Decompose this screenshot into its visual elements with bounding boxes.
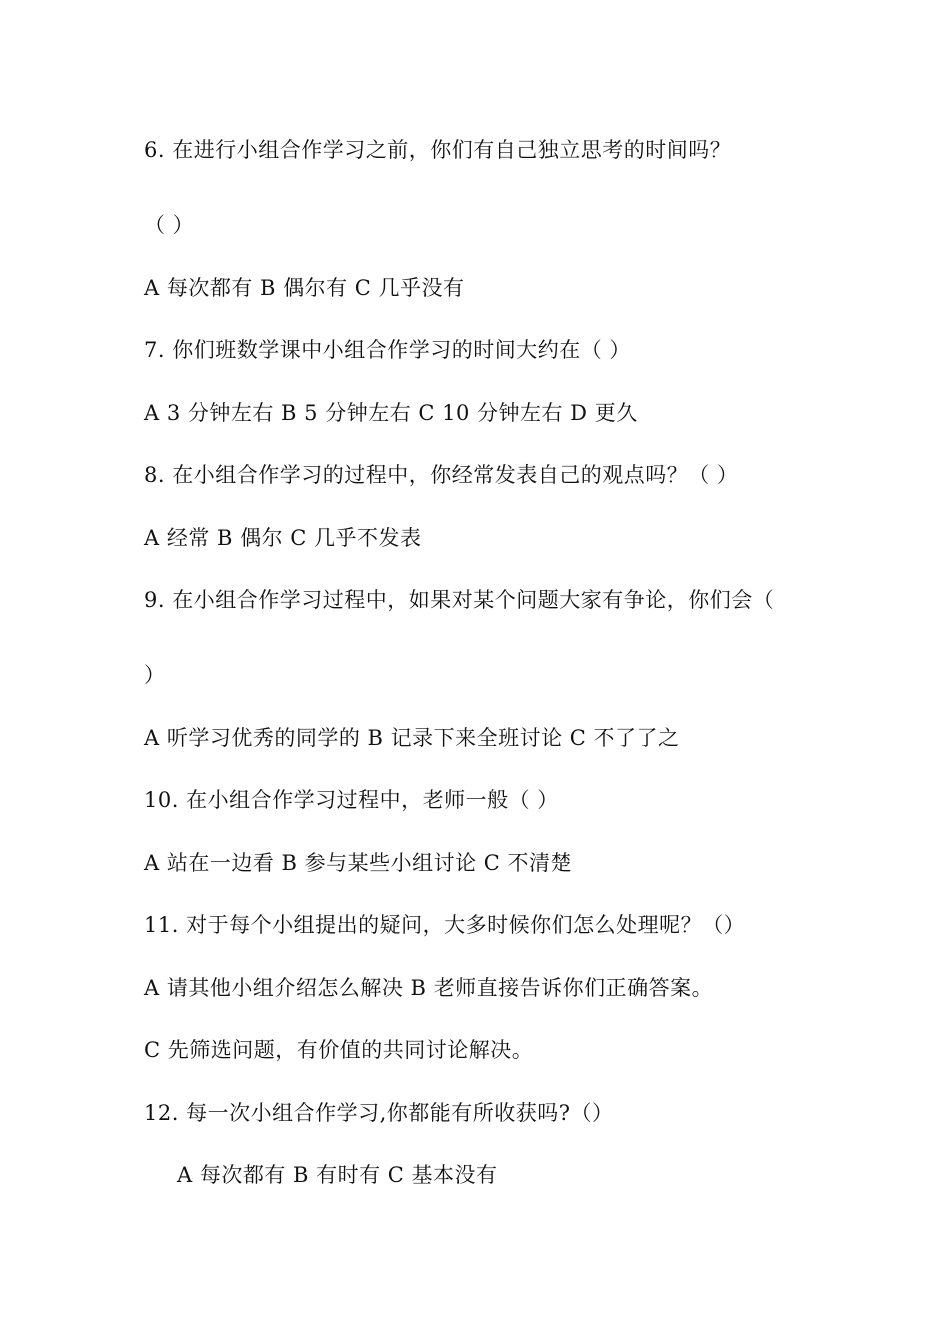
question-11: 11. 对于每个小组提出的疑问，大多时候你们怎么处理呢？（） xyxy=(144,913,746,937)
question-12-options: A 每次都有 B 有时有 C 基本没有 xyxy=(177,1163,498,1187)
question-6: 6. 在进行小组合作学习之前，你们有自己独立思考的时间吗？ xyxy=(144,138,732,162)
question-9-options: A 听学习优秀的同学的 B 记录下来全班讨论 C 不了了之 xyxy=(144,726,680,750)
question-9-blank: ） xyxy=(144,663,166,687)
question-8-options: A 经常 B 偶尔 C 几乎不发表 xyxy=(144,526,422,550)
question-6-options: A 每次都有 B 偶尔有 C 几乎没有 xyxy=(144,276,465,300)
question-8: 8. 在小组合作学习的过程中，你经常发表自己的观点吗？（ ） xyxy=(144,463,739,487)
question-10: 10. 在小组合作学习过程中，老师一般（ ） xyxy=(144,788,559,812)
question-11-options-ab: A 请其他小组介绍怎么解决 B 老师直接告诉你们正确答案。 xyxy=(144,976,714,1000)
question-12: 12. 每一次小组合作学习,你都能有所收获吗?（） xyxy=(144,1101,614,1125)
question-9: 9. 在小组合作学习过程中，如果对某个问题大家有争论，你们会（ xyxy=(144,588,775,612)
question-10-options: A 站在一边看 B 参与某些小组讨论 C 不清楚 xyxy=(144,851,573,875)
question-11-options-c: C 先筛选问题，有价值的共同讨论解决。 xyxy=(144,1038,534,1062)
question-7: 7. 你们班数学课中小组合作学习的时间大约在（ ） xyxy=(144,338,631,362)
question-6-blank: （ ） xyxy=(144,213,195,237)
question-7-options: A 3 分钟左右 B 5 分钟左右 C 10 分钟左右 D 更久 xyxy=(144,401,638,425)
